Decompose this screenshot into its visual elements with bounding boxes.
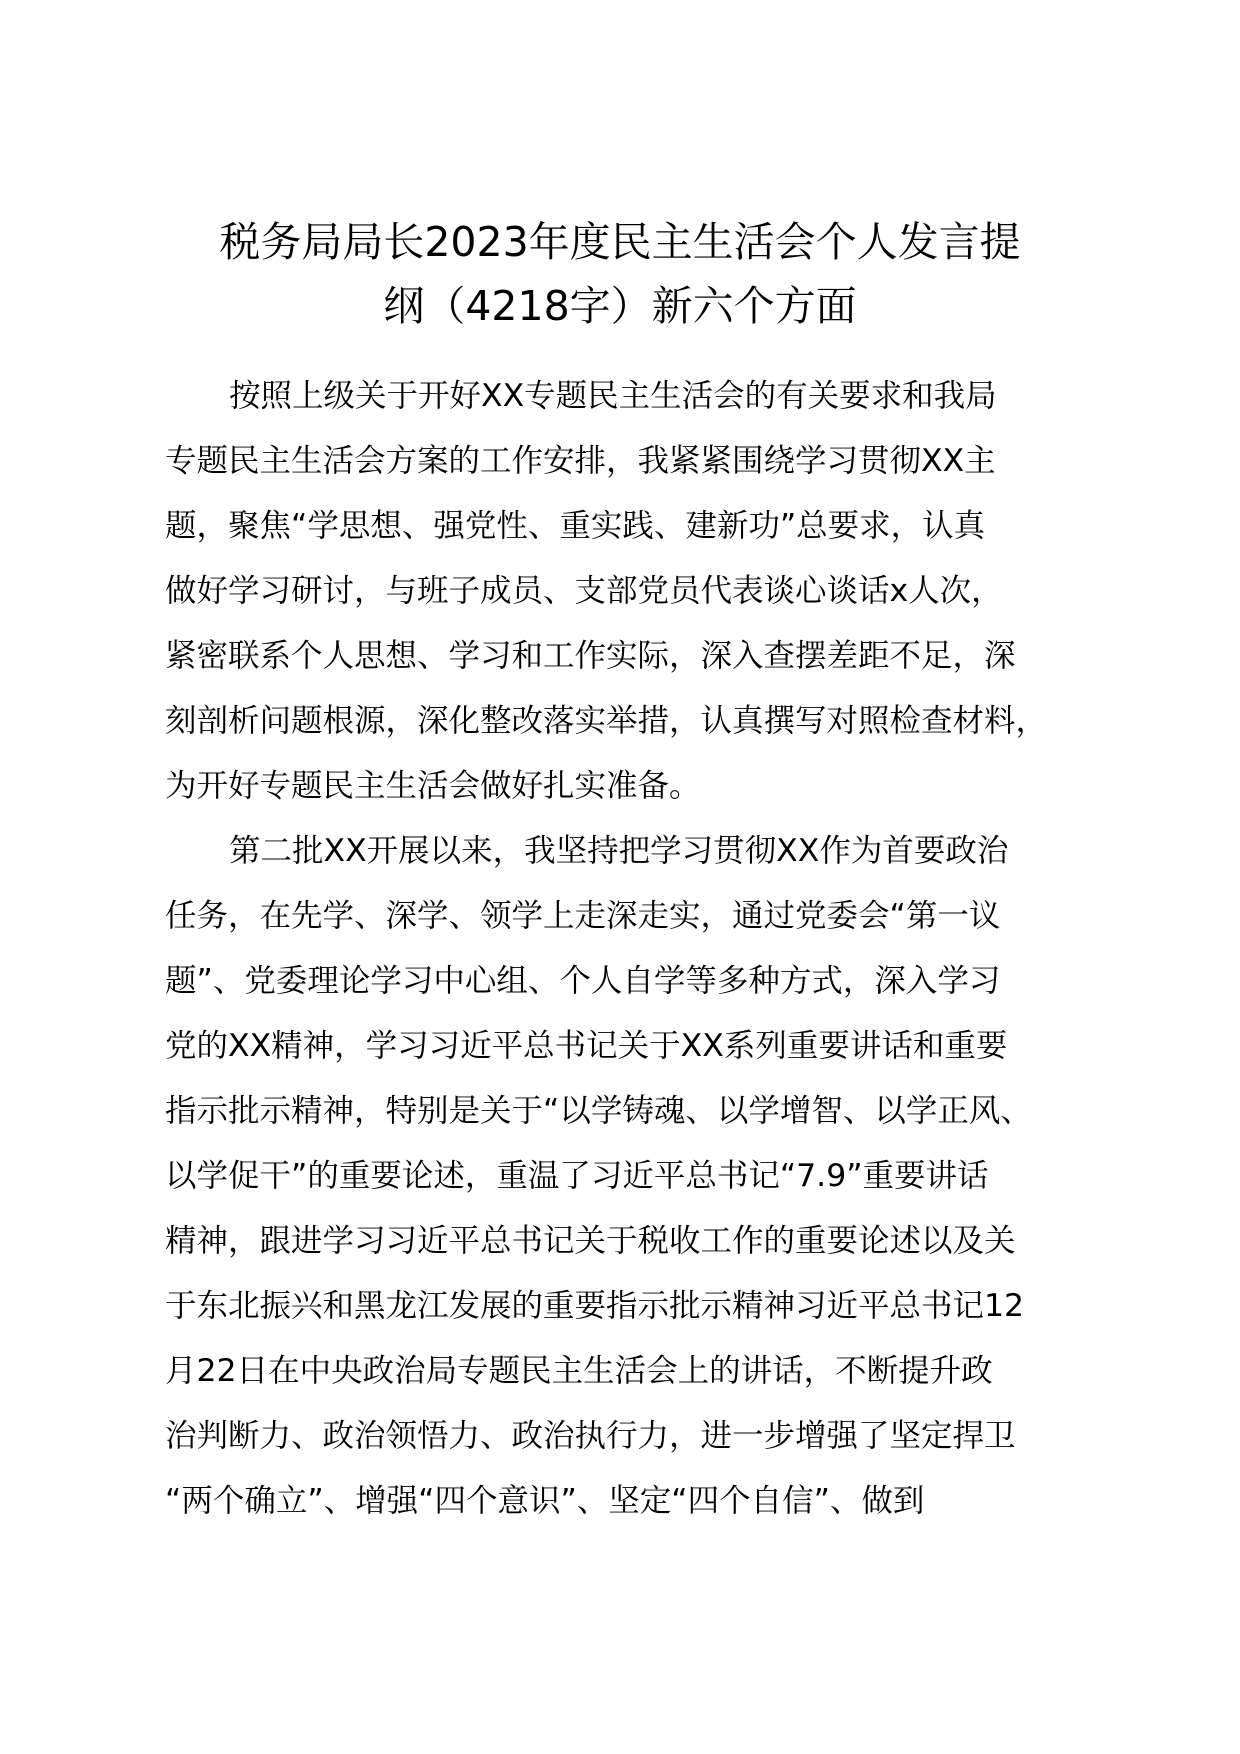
paragraph-line: 党的XX精神，学习习近平总书记关于XX系列重要讲话和重要 xyxy=(165,1028,1008,1064)
paragraph-line: 为开好专题民主生活会做好扎实准备。 xyxy=(165,768,701,804)
paragraph-study xyxy=(165,819,1100,1534)
paragraph-line: “两个确立”、增强“四个意识”、坚定“四个自信”、做到 xyxy=(165,1483,925,1519)
paragraph-line: 专题民主生活会方案的工作安排，我紧紧围绕学习贯彻XX主 xyxy=(165,443,996,479)
paragraph-line: 指示批示精神，特别是关于“以学铸魂、以学增智、以学正风、 xyxy=(165,1093,1032,1129)
paragraph-line: 治判断力、政治领悟力、政治执行力，进一步增强了坚定捍卫 xyxy=(165,1418,1016,1454)
paragraph-intro xyxy=(165,364,1100,819)
paragraph-line: 以学促干”的重要论述，重温了习近平总书记“7.9”重要讲话 xyxy=(165,1158,989,1194)
paragraph-line: 按照上级关于开好XX专题民主生活会的有关要求和我局 xyxy=(229,378,997,414)
paragraph-line: 精神，跟进学习习近平总书记关于税收工作的重要论述以及关 xyxy=(165,1223,1016,1259)
document-title xyxy=(150,210,1090,338)
paragraph-line: 刻剖析问题根源，深化整改落实举措，认真撰写对照检查材料， xyxy=(165,703,1048,739)
paragraph-line: 月22日在中央政治局专题民主生活会上的讲话，不断提升政 xyxy=(165,1353,993,1389)
paragraph-line: 紧密联系个人思想、学习和工作实际，深入查摆差距不足，深 xyxy=(165,638,1016,674)
paragraph-line: 题，聚焦“学思想、强党性、重实践、建新功”总要求，认真 xyxy=(165,508,986,544)
paragraph-line: 做好学习研讨，与班子成员、支部党员代表谈心谈话x人次， xyxy=(165,573,1003,609)
paragraph-line: 任务，在先学、深学、领学上走深走实，通过党委会“第一议 xyxy=(165,898,1001,934)
title-line: 纲（4218字）新六个方面 xyxy=(383,282,857,330)
title-line: 税务局局长2023年度民主生活会个人发言提 xyxy=(219,218,1021,266)
paragraph-line: 题”、党委理论学习中心组、个人自学等多种方式，深入学习 xyxy=(165,963,1001,999)
paragraph-line: 第二批XX开展以来，我坚持把学习贯彻XX作为首要政治 xyxy=(229,833,1009,869)
document-body xyxy=(165,364,1100,1534)
paragraph-line: 于东北振兴和黑龙江发展的重要指示批示精神习近平总书记12 xyxy=(165,1288,1025,1324)
